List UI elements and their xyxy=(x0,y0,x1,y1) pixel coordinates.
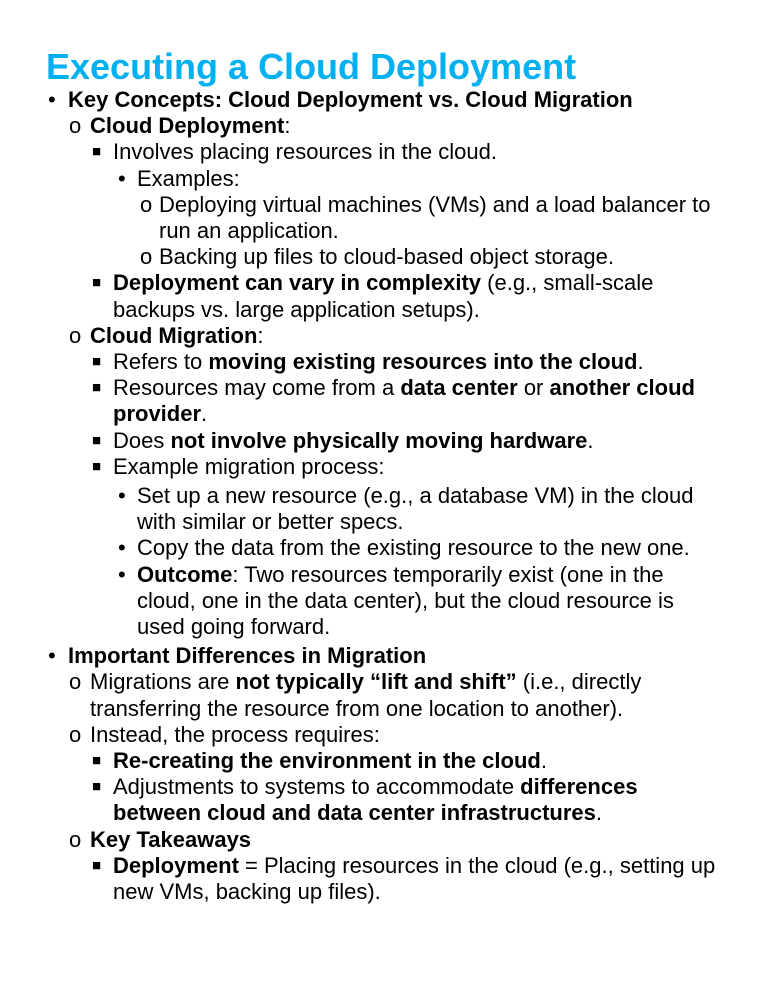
bold-text: Cloud Deployment xyxy=(90,113,285,139)
disc-bullet-icon: • xyxy=(118,561,126,587)
circle-bullet-icon: o xyxy=(69,826,82,852)
text: Does xyxy=(113,427,171,453)
bold-text: Key Concepts: Cloud Deployment vs. Cloud Migration xyxy=(68,87,633,112)
bold-text: moving existing resources into the cloud xyxy=(208,349,638,375)
list-item xyxy=(0,192,718,244)
square-bullet-icon: ■ xyxy=(92,143,102,161)
text: Resources may come from a xyxy=(113,375,401,401)
list-item xyxy=(0,139,718,165)
bold-text: data center xyxy=(400,375,518,401)
text: Example migration process: xyxy=(113,453,385,479)
circle-bullet-icon: o xyxy=(69,721,82,747)
text: Adjustments to systems to accommodate xyxy=(113,774,521,800)
square-bullet-icon: ■ xyxy=(92,856,102,874)
text: Examples: xyxy=(137,165,240,191)
square-bullet-icon: ■ xyxy=(92,457,102,475)
square-bullet-icon: ■ xyxy=(92,778,102,796)
disc-bullet-icon: • xyxy=(118,165,126,191)
list-item xyxy=(0,643,718,669)
text: Refers to xyxy=(113,349,209,375)
list-item xyxy=(0,454,718,480)
list-item xyxy=(0,748,718,774)
circle-bullet-icon: o xyxy=(69,669,82,695)
page-title: Executing a Cloud Deployment xyxy=(46,46,577,87)
bold-text: not typically “lift and shift” xyxy=(235,669,517,695)
list-item xyxy=(0,375,718,427)
list-item xyxy=(0,428,718,454)
list-item xyxy=(0,244,718,270)
square-bullet-icon: ■ xyxy=(92,274,102,292)
circle-bullet-icon: o xyxy=(69,322,82,348)
square-bullet-icon: ■ xyxy=(92,379,102,397)
list-item xyxy=(0,87,718,113)
disc-bullet-icon: • xyxy=(48,643,56,669)
text: Migrations are xyxy=(90,669,236,695)
text: : xyxy=(284,113,291,139)
disc-bullet-icon: • xyxy=(48,87,56,112)
bold-text: Deployment can vary in complexity xyxy=(113,270,482,296)
list-item xyxy=(0,349,718,375)
text: Deploying virtual machines (VMs) and a load balancer to run an application. xyxy=(159,191,711,244)
square-bullet-icon: ■ xyxy=(92,353,102,371)
text: Instead, the process requires: xyxy=(90,721,380,747)
circle-bullet-icon: o xyxy=(140,191,153,217)
text: . xyxy=(637,349,644,375)
bullet-list xyxy=(0,87,718,905)
list-item xyxy=(0,774,718,826)
text: Involves placing resources in the cloud. xyxy=(113,139,497,165)
bold-text: Deployment xyxy=(113,852,239,878)
disc-bullet-icon: • xyxy=(118,535,126,561)
text: . xyxy=(201,401,208,427)
text: . xyxy=(587,427,594,453)
list-item xyxy=(0,669,718,721)
text: : xyxy=(257,322,264,348)
list-item xyxy=(0,166,718,192)
square-bullet-icon: ■ xyxy=(92,752,102,770)
list-item xyxy=(0,323,718,349)
circle-bullet-icon: o xyxy=(140,244,153,270)
list-item xyxy=(0,853,718,905)
text: . xyxy=(540,748,547,774)
list-item xyxy=(0,113,718,139)
text: Copy the data from the existing resource to the new one. xyxy=(137,535,690,561)
list-item xyxy=(0,827,718,853)
bold-text: Outcome xyxy=(137,561,233,587)
bold-text: not involve physically moving hardware xyxy=(170,427,588,453)
text: = Placing resources in the cloud (e.g., setting up new VMs, backing up files). xyxy=(113,852,716,905)
disc-bullet-icon: • xyxy=(118,483,126,509)
text: (i.e., directly transferring the resource from one location to another). xyxy=(90,669,642,721)
text: Backing up files to cloud-based object storage. xyxy=(159,244,614,270)
bold-text: Cloud Migration xyxy=(90,322,258,348)
bold-text: differences between cloud and data center infrastructures xyxy=(113,774,638,826)
bold-text: another cloud provider xyxy=(113,375,695,427)
list-item xyxy=(0,483,718,535)
text: or xyxy=(517,375,550,401)
list-item xyxy=(0,562,718,641)
text: . xyxy=(595,800,603,826)
bold-text: Re-creating the environment in the cloud xyxy=(113,748,541,774)
text: : Two resources temporarily exist (one in the cloud, one in the data center), but the cloud resource is used going forward. xyxy=(137,561,674,640)
list-item xyxy=(0,270,718,322)
circle-bullet-icon: o xyxy=(69,113,82,139)
bold-text: Important Differences in Migration xyxy=(68,643,427,669)
text: (e.g., small-scale backups vs. large application setups). xyxy=(113,270,654,322)
text: Set up a new resource (e.g., a database VM) in the cloud with similar or better specs. xyxy=(137,483,694,535)
bold-text: Key Takeaways xyxy=(90,826,252,852)
square-bullet-icon: ■ xyxy=(92,431,102,449)
list-item xyxy=(0,535,718,561)
list-item xyxy=(0,722,718,748)
